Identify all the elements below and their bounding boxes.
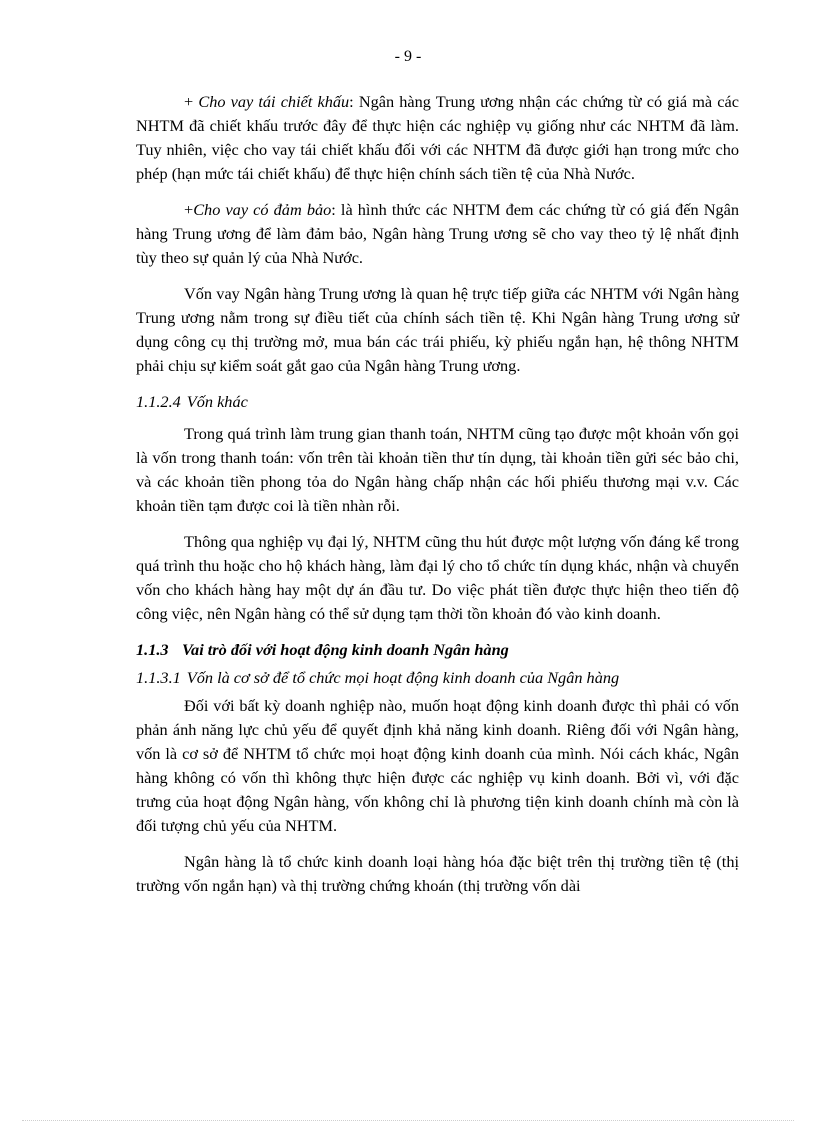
paragraph-rediscount-loan: [136, 90, 739, 186]
section-title: Vai trò đối với hoạt động kinh doanh Ngân hàng: [182, 640, 509, 659]
bullet-prefix: +: [184, 200, 194, 219]
section-heading-1-1-2-4: [136, 390, 739, 414]
section-number: 1.1.2.4: [136, 392, 181, 411]
paragraph-secured-loan: [136, 198, 739, 270]
paragraph-payment-capital: Trong quá trình làm trung gian thanh toán, NHTM cũng tạo được một khoản vốn gọi là vốn trong thanh toán: vốn trên tài khoản tiền thư tín dụng, tài khoản tiền gửi séc bảo chi, và các khoản tiền phong tỏa do Ngân hàng chấp nhận các hối phiếu thương mại v.v. Các khoản tiền tạm được coi là tiền nhàn rỗi.: [136, 424, 739, 515]
paragraph-text: : là hình thức các NHTM đem các chứng từ có giá đến Ngân hàng Trung ương để làm đảm bảo, Ngân hàng Trung ương sẽ cho vay theo tỷ lệ nhất định tùy theo sự quản lý của Nhà Nước.: [136, 200, 740, 267]
document-body: [136, 90, 739, 910]
bullet-prefix: +: [184, 92, 199, 111]
section-number: 1.1.3.1: [136, 668, 181, 687]
paragraph-central-bank-loan: Vốn vay Ngân hàng Trung ương là quan hệ trực tiếp giữa các NHTM với Ngân hàng Trung ương nằm trong sự điều tiết của chính sách tiền tệ. Khi Ngân hàng Trung ương sử dụng công cụ thị trường mở, mua bán các trái phiếu, kỳ phiếu ngắn hạn, hệ thông NHTM phải chịu sự kiểm soát gắt gao của Ngân hàng Trung ương.: [136, 284, 739, 375]
section-heading-1-1-3-1: [136, 666, 739, 690]
section-number: 1.1.3: [136, 640, 169, 659]
paragraph-agency-capital: Thông qua nghiệp vụ đại lý, NHTM cũng thu hút được một lượng vốn đáng kể trong quá trình thu hoặc cho hộ khách hàng, làm đại lý cho tổ chức tín dụng khác, nhận và chuyển vốn cho khách hàng hay một dự án đầu tư. Do việc phát tiền được thực hiện theo tiến độ công việc, nên Ngân hàng có thể sử dụng tạm thời tồn khoản đó vào kinh doanh.: [136, 532, 739, 623]
page-number: - 9 -: [394, 48, 422, 65]
paragraph-text: : Ngân hàng Trung ương nhận các chứng từ có giá mà các NHTM đã chiết khấu trước đây để thực hiện các nghiệp vụ giống như các NHTM đã làm. Tuy nhiên, việc cho vay tái chiết khấu đối với các NHTM đã được giới hạn trong mức cho phép (hạn mức tái chiết khấu) để thực hiện chính sách tiền tệ của Nhà Nước.: [136, 92, 739, 183]
paragraph-capital-basis: Đối với bất kỳ doanh nghiệp nào, muốn hoạt động kinh doanh được thì phải có vốn phản ánh năng lực chủ yếu để quyết định khả năng kinh doanh. Riêng đối với Ngân hàng, vốn là cơ sở để NHTM tổ chức mọi hoạt động kinh doanh của mình. Nói cách khác, Ngân hàng không có vốn thì không thực hiện được các nghiệp vụ kinh doanh. Bởi vì, với đặc trưng của hoạt động Ngân hàng, vốn không chỉ là phương tiện kinh doanh chính mà còn là đối tượng chủ yếu của NHTM.: [136, 696, 739, 835]
term-label: Cho vay tái chiết khấu: [198, 92, 350, 111]
section-title: Vốn khác: [186, 392, 248, 411]
section-title: Vốn là cơ sở để tổ chức mọi hoạt động kinh doanh của Ngân hàng: [186, 668, 620, 687]
section-heading-1-1-3: [136, 638, 739, 662]
paragraph-bank-special-goods: Ngân hàng là tổ chức kinh doanh loại hàng hóa đặc biệt trên thị trường tiền tệ (thị trường vốn ngắn hạn) và thị trường chứng khoán (thị trường vốn dài: [136, 852, 739, 895]
page-bottom-rule: [22, 1120, 794, 1121]
term-label: Cho vay có đảm bảo: [193, 200, 332, 219]
